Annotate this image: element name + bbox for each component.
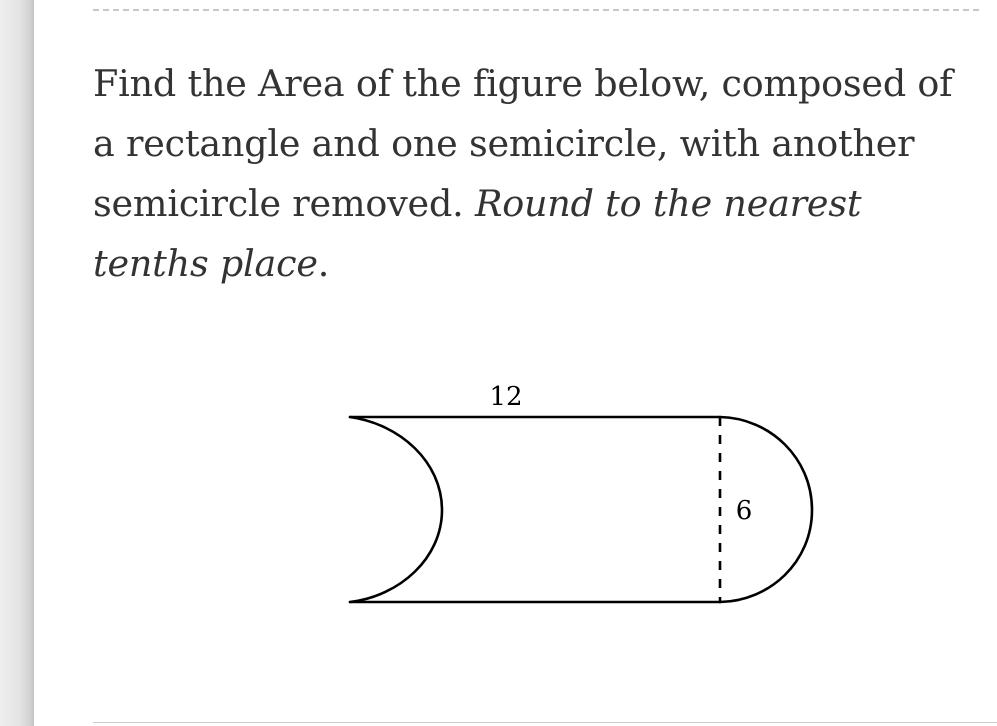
added-semicircle-arc <box>720 417 812 602</box>
question-text: Find the Area of the figure below, composed of a rectangle and one semicircle, with another semicircle removed. Round to the nearest tenths place. <box>93 62 953 285</box>
length-label: 12 <box>489 382 523 412</box>
question-rounding-instruction: Round to the nearest tenths place <box>93 182 862 285</box>
removed-semicircle-arc <box>350 417 442 602</box>
question-main-text: Find the Area of the figure below, composed of a rectangle and one semicircle, with another semicircle removed. <box>93 62 953 225</box>
diameter-label: 6 <box>735 496 753 526</box>
bottom-divider <box>93 722 997 723</box>
